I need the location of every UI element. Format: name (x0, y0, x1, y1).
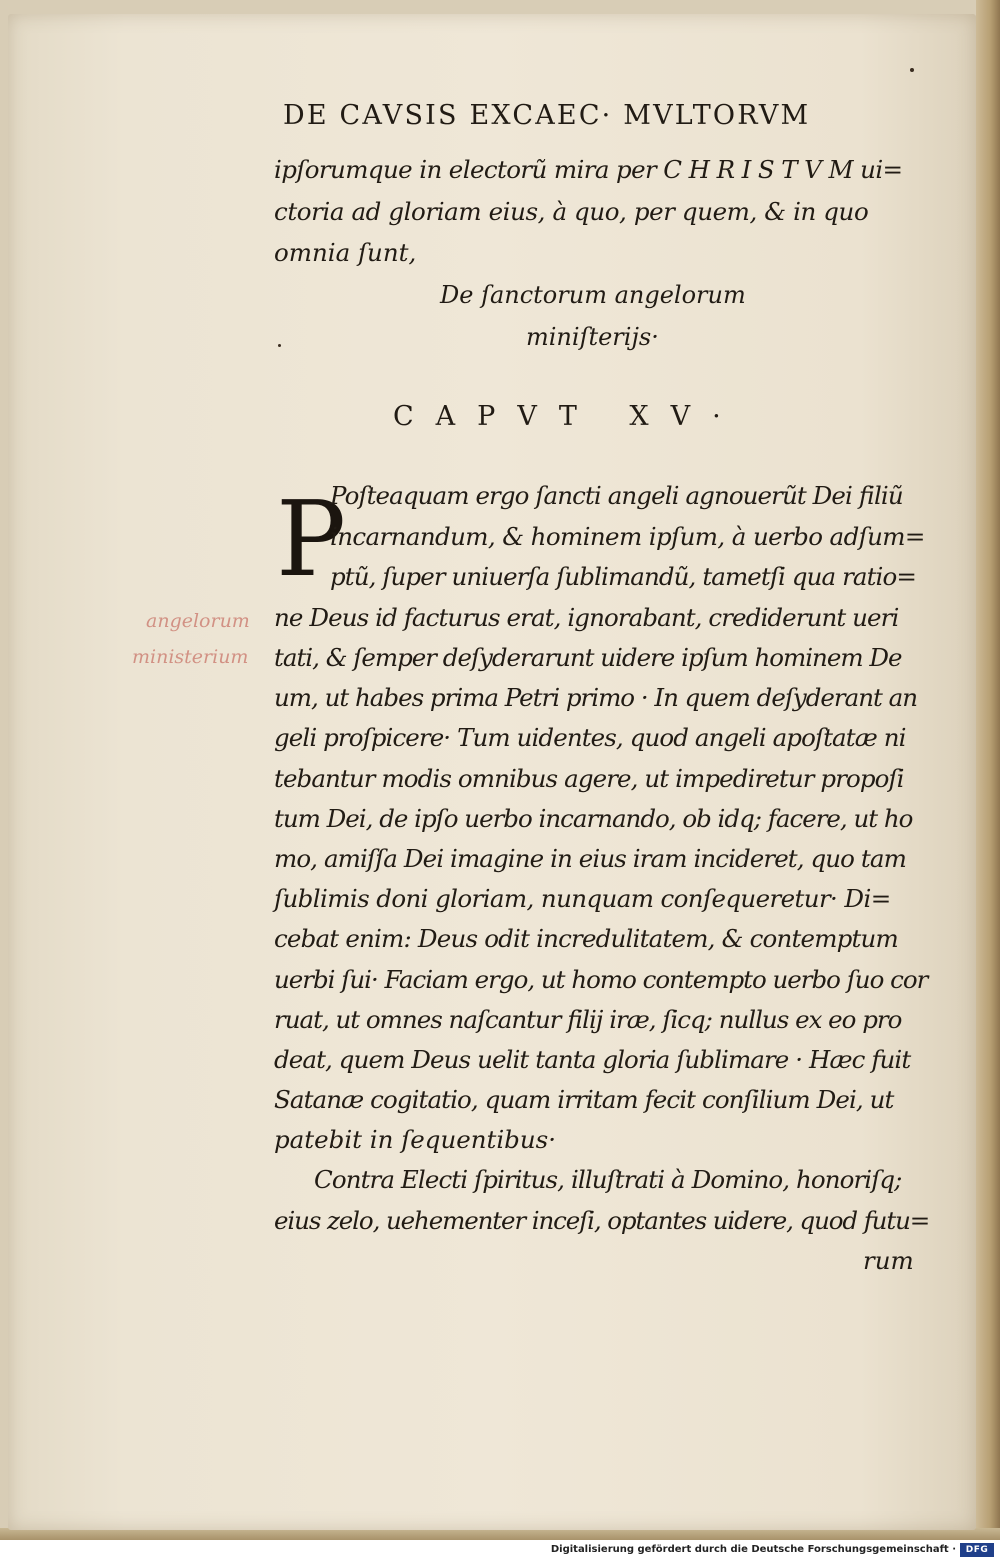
intro-line: omnia ſunt, (274, 238, 417, 267)
dfg-logo: DFG (960, 1543, 994, 1557)
body-line: eius zelo, uehementer inceſi, optantes uidere, quod futu= (274, 1206, 930, 1235)
catchword: rum (863, 1246, 914, 1275)
body-line: Contra Electi ſpiritus, illuſtrati à Domino, honoriſq; (314, 1165, 902, 1194)
body-line: Poſteaquam ergo ſancti angeli agnouerũt Dei filiũ (330, 481, 903, 510)
body-line: tebantur modis omnibus agere, ut impediretur propoſi (274, 764, 904, 793)
ink-speck (278, 344, 281, 347)
section-title-line: De ſanctorum angelorum (440, 281, 746, 309)
body-line: ruat, ut omnes naſcantur filij iræ, ſicq; nullus ex eo pro (274, 1005, 902, 1034)
funding-credit: Digitalisierung gefördert durch die Deutsche Forschungsgemeinschaft · (550, 1544, 956, 1555)
book-fore-edge (976, 0, 1000, 1540)
drop-cap: P (276, 478, 346, 600)
body-line: deat, quem Deus uelit tanta gloria ſublimare · Hæc fuit (274, 1045, 911, 1074)
body-line: Satanæ cogitatio, quam irritam fecit conſilium Dei, ut (274, 1085, 894, 1114)
chapter-heading: CAPVT XV· (393, 401, 743, 432)
section-title-line: miniſterijs· (526, 323, 659, 351)
body-line: cebat enim: Deus odit incredulitatem, & contemptum (274, 924, 898, 953)
intro-line: ctoria ad gloriam eius, à quo, per quem, & in quo (274, 197, 869, 226)
marginal-note: ministerium (132, 646, 249, 668)
body-line: uerbi ſui· Faciam ergo, ut homo contempto uerbo ſuo cor (274, 965, 928, 994)
body-line: patebit in ſequentibus· (274, 1125, 557, 1154)
body-line: ſublimis doni gloriam, nunquam conſequeretur· Di= (274, 884, 891, 913)
running-head: DE CAVSIS EXCAEC· MVLTORVM (283, 100, 811, 131)
marginal-note: angelorum (146, 610, 250, 632)
body-line: um, ut habes prima Petri primo · In quem deſyderant an (274, 683, 918, 712)
body-line: tum Dei, de ipſo uerbo incarnando, ob idq; facere, ut ho (274, 804, 913, 833)
body-line: mo, amiſſa Dei imagine in eius iram incideret, quo tam (274, 844, 906, 873)
body-line: ptũ, ſuper uniuerſa ſublimandũ, tametſi qua ratio= (330, 562, 916, 591)
body-line: tati, & ſemper deſyderarunt uidere ipſum hominem De (274, 643, 902, 672)
body-line: incarnandum, & hominem ipſum, à uerbo adſum= (330, 522, 925, 551)
ink-speck (910, 68, 914, 72)
body-line: ne Deus id facturus erat, ignorabant, crediderunt ueri (274, 603, 899, 632)
intro-line: ipſorumque in electorũ mira per C H R I S T V M ui= (274, 155, 903, 184)
body-line: geli proſpicere· Tum uidentes, quod angeli apoſtatæ ni (274, 723, 906, 752)
